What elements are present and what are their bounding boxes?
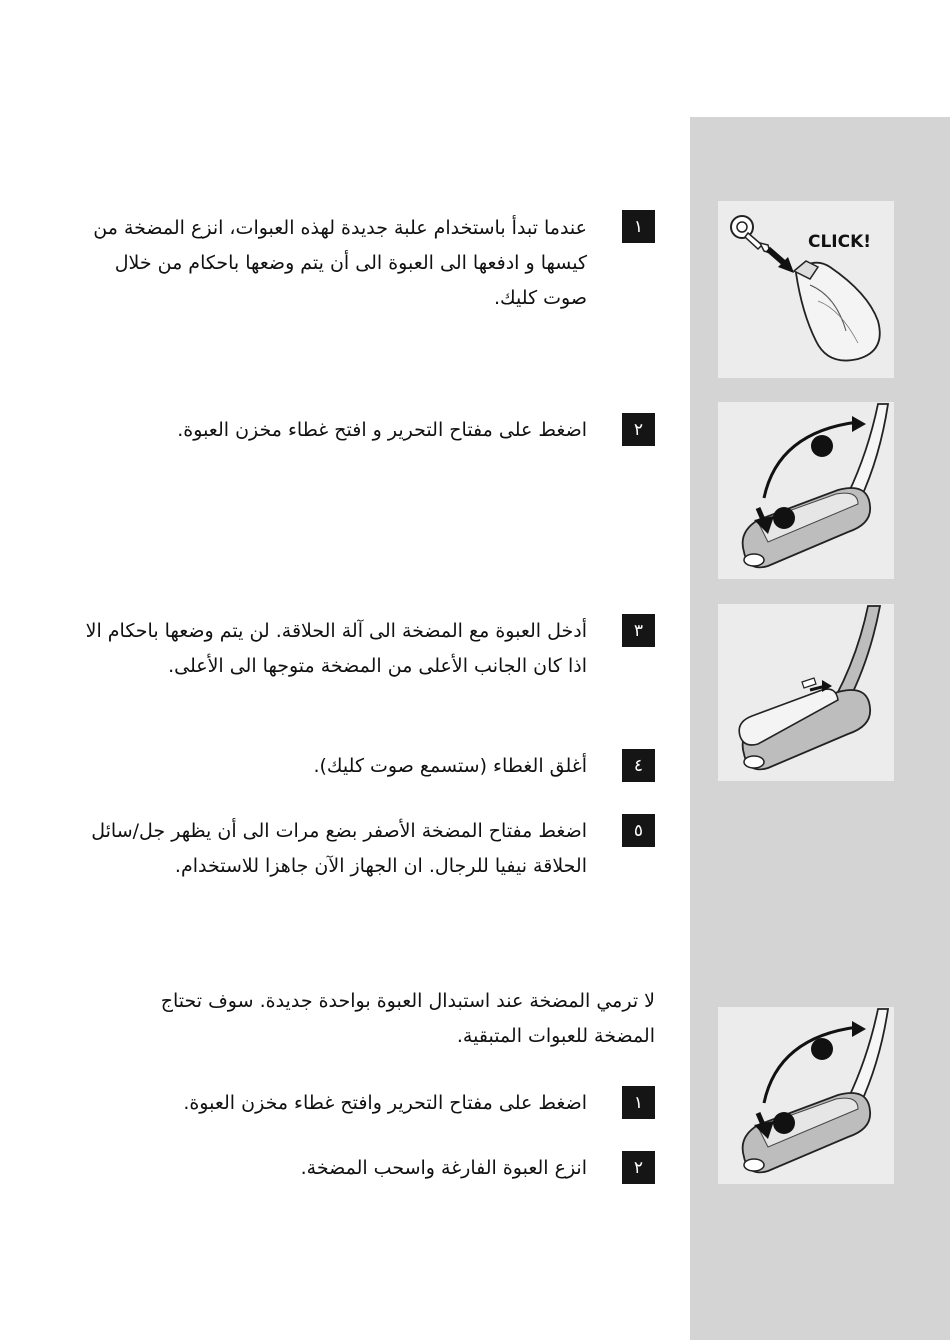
figure-pump-insert [718,201,894,378]
step-1-text: عندما تبدأ باستخدام علبة جديدة لهذه العبوات، انزع المضخة من كيسها و ادفعها الى العبوة الى أن يتم وضعها باحكام من خلال صوت كليك. [93,217,587,309]
insert-cartridge-illustration [718,604,894,781]
step-number-3: ٣ [622,614,655,647]
figure-open-lid-2 [718,1007,894,1184]
step-2-text: اضغط على مفتاح التحرير و افتح غطاء مخزن العبوة. [177,419,587,441]
note-paragraph: لا ترمي المضخة عند استبدال العبوة بواحدة جديدة. سوف تحتاج المضخة للعبوات المتبقية. [160,990,655,1047]
step-number-5: ٥ [622,814,655,847]
step-number-2: ٢ [622,413,655,446]
open-lid-illustration [718,402,894,579]
step-number-1: ١ [622,210,655,243]
step-5-text: اضغط مفتاح المضخة الأصفر بضع مرات الى أن يظهر جل/سائل الحلاقة نيفيا للرجال. ان الجهاز الآن جاهزا للاستخدام. [91,820,587,877]
click-label: CLICK! [808,232,872,252]
step-3-text: أدخل العبوة مع المضخة الى آلة الحلاقة. لن يتم وضعها باحكام الا اذا كان الجانب الأعلى من المضخة متوجها الى الأعلى. [85,620,587,677]
open-lid-illustration-2 [718,1007,894,1184]
section2-step-number-1: ١ [622,1086,655,1119]
section2-step-number-2: ٢ [622,1151,655,1184]
section2-step-1-text: اضغط على مفتاح التحرير وافتح غطاء مخزن العبوة. [183,1092,587,1114]
figure-open-lid [718,402,894,579]
pump-insert-illustration [718,201,894,378]
section2-step-2-text: انزع العبوة الفارغة واسحب المضخة. [300,1157,587,1179]
step-4-text: أغلق الغطاء (ستسمع صوت كليك). [313,755,587,777]
figure-insert-cartridge [718,604,894,781]
step-number-4: ٤ [622,749,655,782]
